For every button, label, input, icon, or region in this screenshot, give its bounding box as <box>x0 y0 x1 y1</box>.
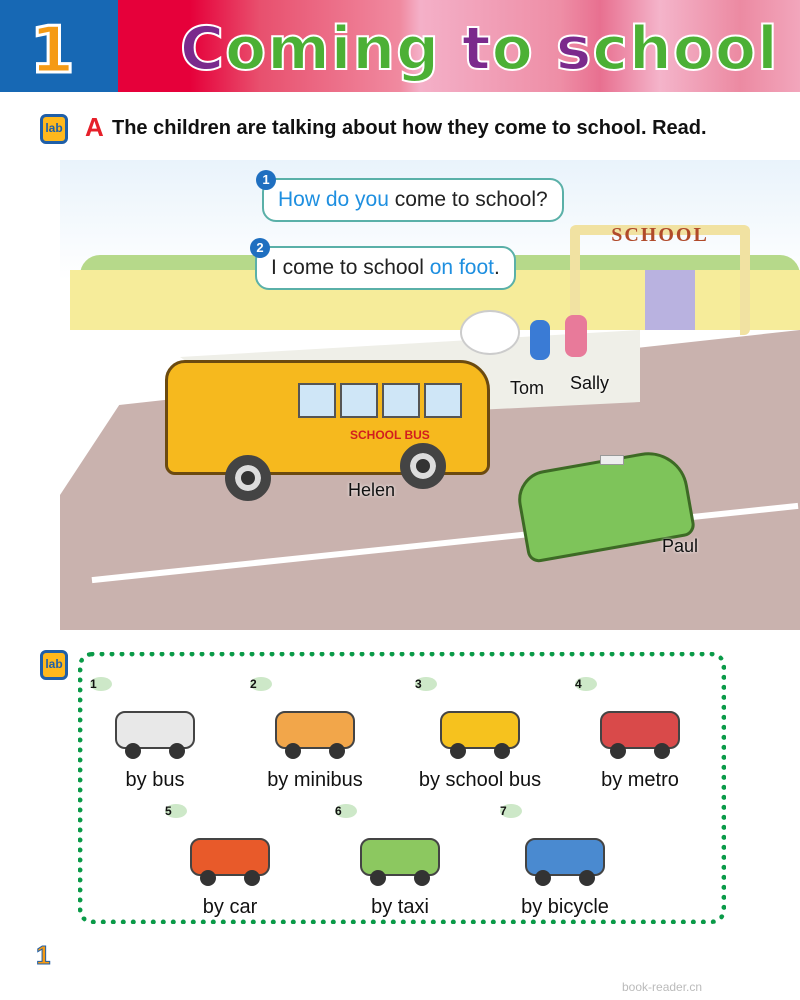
vehicle-picture <box>105 699 205 761</box>
item-number: 6 <box>335 804 357 818</box>
page-number: 1 <box>36 940 51 970</box>
bubble-highlight: How do you <box>278 188 389 211</box>
item-number: 7 <box>500 804 522 818</box>
item-number: 5 <box>165 804 187 818</box>
vocab-label: by minibus <box>267 769 363 791</box>
watermark: book-reader.cn <box>622 980 703 994</box>
vocab-label: by metro <box>601 769 679 791</box>
vehicle-picture <box>515 826 615 888</box>
vocab-item[interactable] <box>80 675 230 792</box>
vocab-item[interactable] <box>240 675 390 792</box>
vehicle-picture <box>180 826 280 888</box>
thought-bubble <box>460 310 520 355</box>
vocab-item[interactable] <box>325 802 475 919</box>
unit-number: 1 <box>30 14 75 88</box>
vocab-label: by bicycle <box>521 896 609 918</box>
vocab-item[interactable] <box>565 675 715 792</box>
vocab-label: by bus <box>125 769 185 791</box>
vocab-item[interactable] <box>490 802 640 919</box>
lab-icon[interactable]: lab <box>40 650 68 680</box>
lab-icon[interactable]: lab <box>40 114 68 144</box>
item-number: 1 <box>90 677 112 691</box>
vehicle-picture <box>350 826 450 888</box>
title-part: o <box>491 14 556 84</box>
title-part: C <box>180 14 226 84</box>
title-part: s <box>555 14 593 84</box>
title-part: chool <box>592 14 779 84</box>
vocab-label: by taxi <box>371 896 429 918</box>
vocab-label: by car <box>202 896 258 918</box>
title-part: t <box>461 14 492 84</box>
name-sally: Sally <box>570 373 610 393</box>
bubble-text: I come to school <box>271 256 430 279</box>
child-tom <box>530 320 550 360</box>
section-letter: A <box>85 112 104 142</box>
page-title <box>180 14 779 84</box>
name-helen: Helen <box>348 480 396 500</box>
vehicle-picture <box>265 699 365 761</box>
speech-bubble-1 <box>262 178 564 222</box>
vocab-item[interactable] <box>155 802 305 919</box>
vehicle-picture <box>590 699 690 761</box>
bubble-text: come to school? <box>388 188 548 211</box>
taxi-sign <box>600 455 624 465</box>
bus-text: SCHOOL BUS <box>350 428 430 442</box>
bubble-number: 2 <box>250 238 270 258</box>
bubble-number: 1 <box>256 170 276 190</box>
vocab-item[interactable] <box>405 675 555 792</box>
name-tom: Tom <box>510 378 545 398</box>
child-sally <box>565 315 587 357</box>
vocab-label: by school bus <box>418 769 542 791</box>
wheel <box>225 455 271 501</box>
gate-sign: SCHOOL <box>611 224 709 246</box>
speech-bubble-2 <box>255 246 516 290</box>
item-number: 2 <box>250 677 272 691</box>
item-number: 4 <box>575 677 597 691</box>
school-scene-illustration <box>60 160 800 630</box>
title-part: oming <box>225 14 462 84</box>
wheel <box>400 443 446 489</box>
bubble-highlight: on foot <box>429 256 494 279</box>
instruction-text: The children are talking about how they come to school. Read. <box>112 117 707 139</box>
name-paul: Paul <box>662 536 699 556</box>
school-building <box>645 270 695 330</box>
bubble-text: . <box>493 256 500 279</box>
vehicle-picture <box>430 699 530 761</box>
item-number: 3 <box>415 677 437 691</box>
